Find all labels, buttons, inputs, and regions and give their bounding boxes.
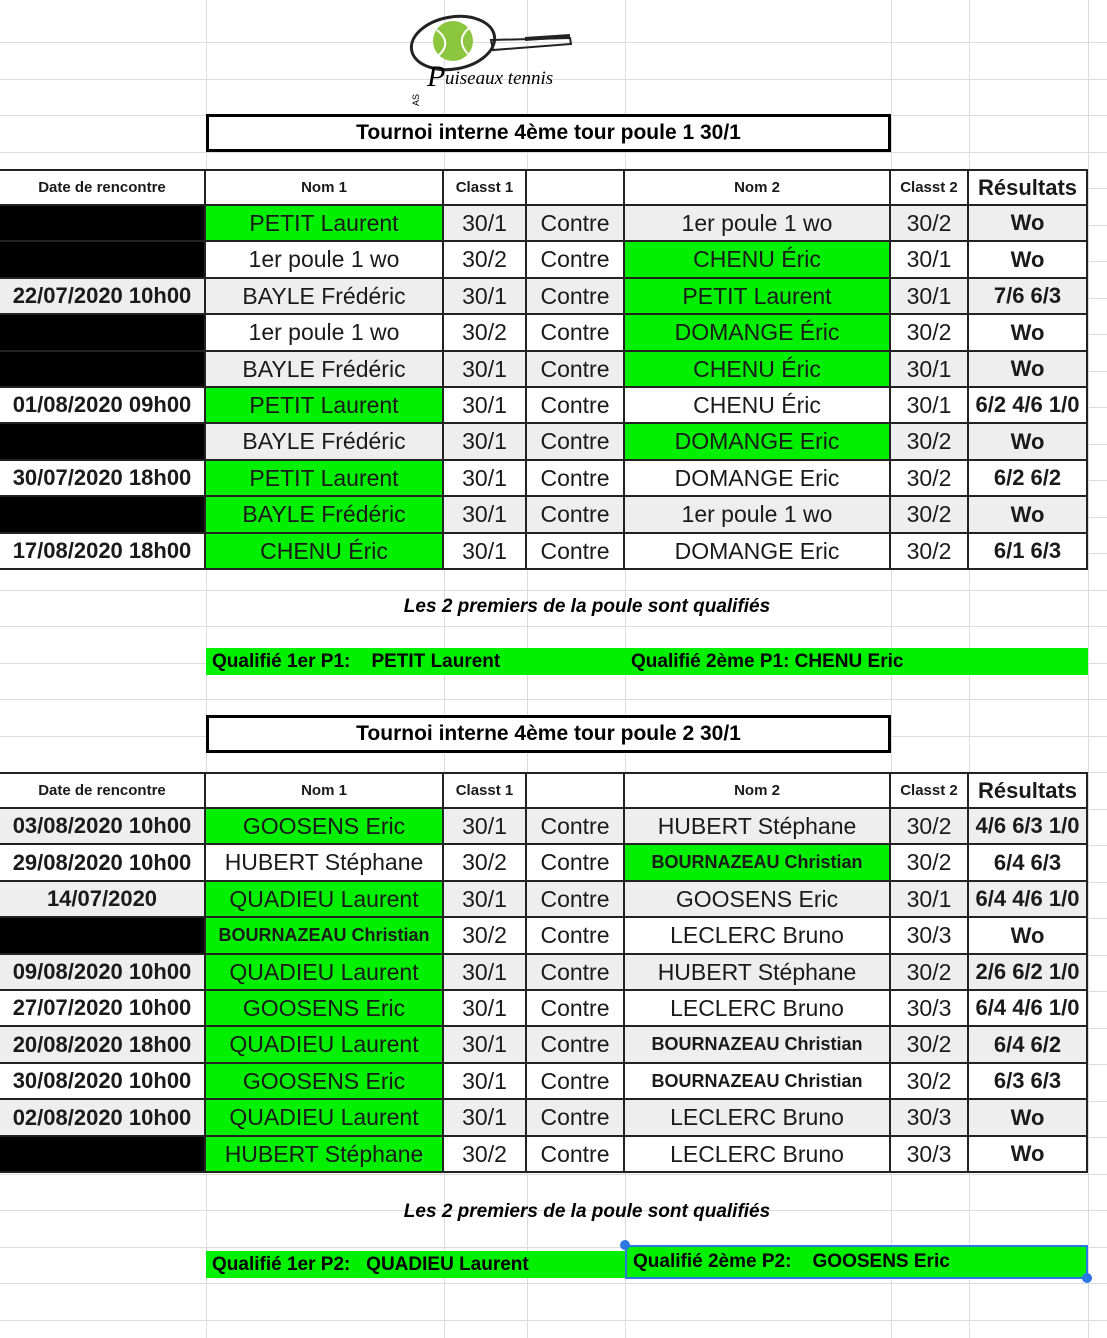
poule2-row-2-nom2[interactable]: BOURNAZEAU Christian <box>625 845 891 882</box>
poule2-row-1-date[interactable]: 03/08/2020 10h00 <box>0 809 206 845</box>
poule2-row-3-nom1[interactable]: QUADIEU Laurent <box>206 882 444 918</box>
poule1-row-8-date[interactable]: 30/07/2020 18h00 <box>0 461 206 497</box>
poule2-header-blank <box>527 772 625 809</box>
poule1-row-10-res[interactable]: 6/1 6/3 <box>969 534 1088 570</box>
poule1-row-2-date[interactable] <box>0 242 206 279</box>
poule1-row-1-c1[interactable]: 30/1 <box>444 206 527 242</box>
poule1-row-4-c1[interactable]: 30/2 <box>444 315 527 352</box>
poule2-row-1-res[interactable]: 4/6 6/3 1/0 <box>969 809 1088 845</box>
poule2-row-6-nom2[interactable]: LECLERC Bruno <box>625 991 891 1027</box>
poule1-note: Les 2 premiers de la poule sont qualifiés <box>403 596 771 617</box>
poule2-header-classt1: Classt 1 <box>444 772 527 809</box>
poule1-row-3-date[interactable]: 22/07/2020 10h00 <box>0 279 206 315</box>
poule2-row-9-contre[interactable]: Contre <box>527 1100 625 1137</box>
poule2-header-nom2: Nom 2 <box>625 772 891 809</box>
poule2-row-9-nom1[interactable]: QUADIEU Laurent <box>206 1100 444 1137</box>
poule2-row-10-contre[interactable]: Contre <box>527 1137 625 1173</box>
poule1-row-5-nom2[interactable]: CHENU Éric <box>625 352 891 388</box>
poule1-row-1-c2[interactable]: 30/2 <box>891 206 969 242</box>
poule1-row-1-res[interactable]: Wo <box>969 206 1088 242</box>
poule1-row-8-c2[interactable]: 30/2 <box>891 461 969 497</box>
poule1-qualifier-2[interactable]: Qualifié 2ème P1: CHENU Eric <box>625 648 1088 675</box>
selection-handle-top[interactable] <box>620 1240 630 1250</box>
poule1-row-2-nom1[interactable]: 1er poule 1 wo <box>206 242 444 279</box>
poule2-row-4-nom1[interactable]: BOURNAZEAU Christian <box>206 918 444 955</box>
poule1-row-10-c1[interactable]: 30/1 <box>444 534 527 570</box>
poule1-row-7-date[interactable] <box>0 424 206 461</box>
poule1-row-10-contre[interactable]: Contre <box>527 534 625 570</box>
poule2-row-5-c2[interactable]: 30/2 <box>891 955 969 991</box>
poule2-row-6-contre[interactable]: Contre <box>527 991 625 1027</box>
poule1-row-6-c1[interactable]: 30/1 <box>444 388 527 424</box>
poule2-header-classt2: Classt 2 <box>891 772 969 809</box>
poule1-row-9-date[interactable] <box>0 497 206 534</box>
poule1-row-10-date[interactable]: 17/08/2020 18h00 <box>0 534 206 570</box>
poule2-row-2-res[interactable]: 6/4 6/3 <box>969 845 1088 882</box>
poule2-row-3-c2[interactable]: 30/1 <box>891 882 969 918</box>
poule1-row-4-nom1[interactable]: 1er poule 1 wo <box>206 315 444 352</box>
poule1-row-3-c1[interactable]: 30/1 <box>444 279 527 315</box>
poule1-row-8-contre[interactable]: Contre <box>527 461 625 497</box>
poule2-note: Les 2 premiers de la poule sont qualifiés <box>403 1201 771 1222</box>
poule2-row-6-c1[interactable]: 30/1 <box>444 991 527 1027</box>
poule2-qualifier-1[interactable]: Qualifié 1er P2: QUADIEU Laurent <box>206 1251 625 1278</box>
poule2-row-7-c1[interactable]: 30/1 <box>444 1027 527 1064</box>
poule1-row-2-c1[interactable]: 30/2 <box>444 242 527 279</box>
gridline <box>0 1174 1107 1175</box>
poule1-header-resultats: Résultats <box>969 169 1088 206</box>
poule1-row-5-nom1[interactable]: BAYLE Frédéric <box>206 352 444 388</box>
poule2-row-9-nom2[interactable]: LECLERC Bruno <box>625 1100 891 1137</box>
poule2-row-4-date[interactable] <box>0 918 206 955</box>
poule2-row-8-res[interactable]: 6/3 6/3 <box>969 1064 1088 1100</box>
poule1-row-4-nom2[interactable]: DOMANGE Éric <box>625 315 891 352</box>
poule1-row-10-c2[interactable]: 30/2 <box>891 534 969 570</box>
poule1-header-blank <box>527 169 625 206</box>
poule2-row-9-c2[interactable]: 30/3 <box>891 1100 969 1137</box>
poule1-row-7-c2[interactable]: 30/2 <box>891 424 969 461</box>
poule1-row-8-c1[interactable]: 30/1 <box>444 461 527 497</box>
poule2-row-9-c1[interactable]: 30/1 <box>444 1100 527 1137</box>
poule2-row-2-contre[interactable]: Contre <box>527 845 625 882</box>
poule2-row-4-c1[interactable]: 30/2 <box>444 918 527 955</box>
poule2-row-2-c2[interactable]: 30/2 <box>891 845 969 882</box>
poule1-row-7-c1[interactable]: 30/1 <box>444 424 527 461</box>
poule1-row-1-nom2[interactable]: 1er poule 1 wo <box>625 206 891 242</box>
poule2-row-5-res[interactable]: 2/6 6/2 1/0 <box>969 955 1088 991</box>
poule1-row-3-nom2[interactable]: PETIT Laurent <box>625 279 891 315</box>
poule1-row-6-nom2[interactable]: CHENU Éric <box>625 388 891 424</box>
poule2-row-1-nom2[interactable]: HUBERT Stéphane <box>625 809 891 845</box>
poule2-qualifier-2-selected[interactable]: Qualifié 2ème P2: GOOSENS Eric <box>625 1245 1088 1279</box>
poule1-row-10-nom2[interactable]: DOMANGE Eric <box>625 534 891 570</box>
poule2-row-3-nom2[interactable]: GOOSENS Eric <box>625 882 891 918</box>
poule2-header-resultats: Résultats <box>969 772 1088 809</box>
gridline <box>0 590 1107 591</box>
poule2-row-7-date[interactable]: 20/08/2020 18h00 <box>0 1027 206 1064</box>
poule1-row-8-nom1[interactable]: PETIT Laurent <box>206 461 444 497</box>
gridline <box>0 152 1107 153</box>
poule2-row-5-nom2[interactable]: HUBERT Stéphane <box>625 955 891 991</box>
poule2-row-1-nom1[interactable]: GOOSENS Eric <box>206 809 444 845</box>
poule2-row-10-nom2[interactable]: LECLERC Bruno <box>625 1137 891 1173</box>
poule2-row-8-nom2[interactable]: BOURNAZEAU Christian <box>625 1064 891 1100</box>
poule2-row-10-c2[interactable]: 30/3 <box>891 1137 969 1173</box>
gridline <box>0 1283 1107 1284</box>
poule2-row-6-res[interactable]: 6/4 4/6 1/0 <box>969 991 1088 1027</box>
poule2-row-5-date[interactable]: 09/08/2020 10h00 <box>0 955 206 991</box>
poule2-row-9-res[interactable]: Wo <box>969 1100 1088 1137</box>
poule1-row-6-nom1[interactable]: PETIT Laurent <box>206 388 444 424</box>
poule1-row-4-date[interactable] <box>0 315 206 352</box>
poule1-row-2-contre[interactable]: Contre <box>527 242 625 279</box>
poule2-row-3-contre[interactable]: Contre <box>527 882 625 918</box>
poule2-row-8-c1[interactable]: 30/1 <box>444 1064 527 1100</box>
club-logo <box>405 10 580 108</box>
poule2-row-5-c1[interactable]: 30/1 <box>444 955 527 991</box>
svg-text:AS: AS <box>411 93 421 106</box>
poule1-row-5-contre[interactable]: Contre <box>527 352 625 388</box>
poule1-row-4-res[interactable]: Wo <box>969 315 1088 352</box>
poule2-row-7-nom2[interactable]: BOURNAZEAU Christian <box>625 1027 891 1064</box>
poule1-row-9-nom2[interactable]: 1er poule 1 wo <box>625 497 891 534</box>
poule2-header-date: Date de rencontre <box>0 772 206 809</box>
poule2-row-5-nom1[interactable]: QUADIEU Laurent <box>206 955 444 991</box>
poule1-row-3-c2[interactable]: 30/1 <box>891 279 969 315</box>
poule2-row-6-date[interactable]: 27/07/2020 10h00 <box>0 991 206 1027</box>
poule2-row-2-date[interactable]: 29/08/2020 10h00 <box>0 845 206 882</box>
poule1-row-2-res[interactable]: Wo <box>969 242 1088 279</box>
poule1-row-5-res[interactable]: Wo <box>969 352 1088 388</box>
gridline <box>0 626 1107 627</box>
poule2-row-1-c1[interactable]: 30/1 <box>444 809 527 845</box>
poule1-row-4-c2[interactable]: 30/2 <box>891 315 969 352</box>
poule1-row-7-nom2[interactable]: DOMANGE Eric <box>625 424 891 461</box>
poule2-row-3-date[interactable]: 14/07/2020 <box>0 882 206 918</box>
poule2-row-6-nom1[interactable]: GOOSENS Eric <box>206 991 444 1027</box>
poule2-row-8-contre[interactable]: Contre <box>527 1064 625 1100</box>
poule1-row-1-nom1[interactable]: PETIT Laurent <box>206 206 444 242</box>
poule1-row-7-contre[interactable]: Contre <box>527 424 625 461</box>
gridline <box>0 1320 1107 1321</box>
poule1-row-1-date[interactable] <box>0 206 206 242</box>
svg-text:uiseaux tennis: uiseaux tennis <box>445 68 554 89</box>
poule1-row-2-nom2[interactable]: CHENU Éric <box>625 242 891 279</box>
poule1-header-classt1: Classt 1 <box>444 169 527 206</box>
poule1-row-5-c1[interactable]: 30/1 <box>444 352 527 388</box>
poule1-row-6-date[interactable]: 01/08/2020 09h00 <box>0 388 206 424</box>
poule2-row-3-res[interactable]: 6/4 4/6 1/0 <box>969 882 1088 918</box>
poule1-row-3-nom1[interactable]: BAYLE Frédéric <box>206 279 444 315</box>
poule1-row-5-c2[interactable]: 30/1 <box>891 352 969 388</box>
poule1-row-3-res[interactable]: 7/6 6/3 <box>969 279 1088 315</box>
poule1-row-9-c2[interactable]: 30/2 <box>891 497 969 534</box>
poule1-header-nom1: Nom 1 <box>206 169 444 206</box>
poule1-row-9-c1[interactable]: 30/1 <box>444 497 527 534</box>
poule2-row-7-contre[interactable]: Contre <box>527 1027 625 1064</box>
poule2-row-1-c2[interactable]: 30/2 <box>891 809 969 845</box>
tennis-racket-icon <box>405 10 580 108</box>
poule2-row-4-nom2[interactable]: LECLERC Bruno <box>625 918 891 955</box>
poule2-row-10-nom1[interactable]: HUBERT Stéphane <box>206 1137 444 1173</box>
poule1-header-classt2: Classt 2 <box>891 169 969 206</box>
poule1-row-3-contre[interactable]: Contre <box>527 279 625 315</box>
poule1-row-6-contre[interactable]: Contre <box>527 388 625 424</box>
poule1-row-6-c2[interactable]: 30/1 <box>891 388 969 424</box>
poule1-row-8-res[interactable]: 6/2 6/2 <box>969 461 1088 497</box>
poule2-row-7-c2[interactable]: 30/2 <box>891 1027 969 1064</box>
poule2-row-7-nom1[interactable]: QUADIEU Laurent <box>206 1027 444 1064</box>
poule2-row-8-nom1[interactable]: GOOSENS Eric <box>206 1064 444 1100</box>
poule1-row-5-date[interactable] <box>0 352 206 388</box>
poule1-row-6-res[interactable]: 6/2 4/6 1/0 <box>969 388 1088 424</box>
poule1-title: Tournoi interne 4ème tour poule 1 30/1 <box>206 114 891 152</box>
poule2-header-nom1: Nom 1 <box>206 772 444 809</box>
poule2-row-10-c1[interactable]: 30/2 <box>444 1137 527 1173</box>
poule2-row-4-res[interactable]: Wo <box>969 918 1088 955</box>
poule2-row-8-date[interactable]: 30/08/2020 10h00 <box>0 1064 206 1100</box>
poule2-title: Tournoi interne 4ème tour poule 2 30/1 <box>206 715 891 753</box>
poule2-row-7-res[interactable]: 6/4 6/2 <box>969 1027 1088 1064</box>
poule1-row-9-contre[interactable]: Contre <box>527 497 625 534</box>
poule1-row-8-nom2[interactable]: DOMANGE Eric <box>625 461 891 497</box>
poule2-row-10-date[interactable] <box>0 1137 206 1173</box>
poule1-row-7-res[interactable]: Wo <box>969 424 1088 461</box>
poule1-row-10-nom1[interactable]: CHENU Éric <box>206 534 444 570</box>
poule2-row-9-date[interactable]: 02/08/2020 10h00 <box>0 1100 206 1137</box>
poule2-row-6-c2[interactable]: 30/3 <box>891 991 969 1027</box>
poule1-header-nom2: Nom 2 <box>625 169 891 206</box>
poule2-row-8-c2[interactable]: 30/2 <box>891 1064 969 1100</box>
poule2-row-4-contre[interactable]: Contre <box>527 918 625 955</box>
poule1-row-7-nom1[interactable]: BAYLE Frédéric <box>206 424 444 461</box>
poule2-row-5-contre[interactable]: Contre <box>527 955 625 991</box>
svg-text:P: P <box>427 60 446 93</box>
poule2-row-3-c1[interactable]: 30/1 <box>444 882 527 918</box>
gridline <box>0 699 1107 700</box>
poule1-qualifier-1[interactable]: Qualifié 1er P1: PETIT Laurent <box>206 648 625 675</box>
poule2-row-4-c2[interactable]: 30/3 <box>891 918 969 955</box>
poule2-row-1-contre[interactable]: Contre <box>527 809 625 845</box>
poule1-row-9-res[interactable]: Wo <box>969 497 1088 534</box>
poule2-row-10-res[interactable]: Wo <box>969 1137 1088 1173</box>
poule1-row-1-contre[interactable]: Contre <box>527 206 625 242</box>
poule2-row-2-nom1[interactable]: HUBERT Stéphane <box>206 845 444 882</box>
poule1-row-9-nom1[interactable]: BAYLE Frédéric <box>206 497 444 534</box>
poule1-header-date: Date de rencontre <box>0 169 206 206</box>
poule2-row-2-c1[interactable]: 30/2 <box>444 845 527 882</box>
poule1-row-2-c2[interactable]: 30/1 <box>891 242 969 279</box>
poule1-row-4-contre[interactable]: Contre <box>527 315 625 352</box>
selection-handle-bottom[interactable] <box>1082 1273 1092 1283</box>
gridline <box>1088 0 1089 1338</box>
